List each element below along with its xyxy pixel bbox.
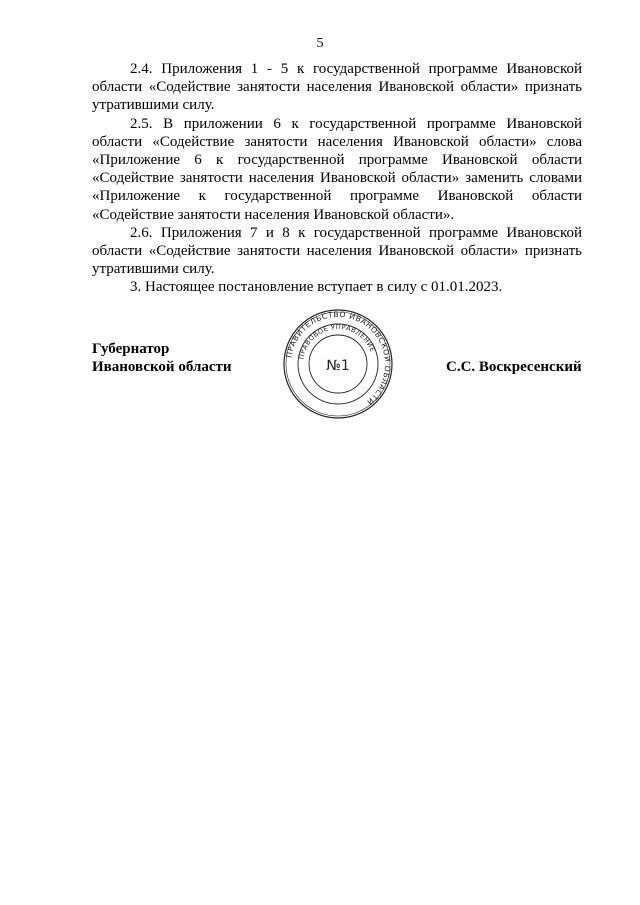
stamp-inner-text: ПРАВОВОЕ УПРАВЛЕНИЕ [297, 322, 377, 361]
signer-position-line2: Ивановской области [92, 359, 232, 375]
signer-position-line1: Губернатор [92, 341, 170, 357]
paragraph-2-4: 2.4. Приложения 1 - 5 к государственной программе Ивановской области «Содействие занятости населения Ивановской области» признать утратившими силу. [92, 61, 582, 114]
signature-block [0, 309, 640, 430]
page-number: 5 [316, 36, 324, 51]
stamp-outer-text: ПРАВИТЕЛЬСТВО ИВАНОВСКОЙ ОБЛАСТИ [284, 309, 393, 407]
signer-name: С.С. Воскресенский [446, 359, 582, 375]
signer-position [92, 340, 232, 376]
paragraph-2-5: 2.5. В приложении 6 к государственной программе Ивановской области «Содействие занятости населения Ивановской области» слова «Приложение 6 к государственной программе Ивановской области «Содействие занятости населения Ивановской области» заменить словами «Приложение к государственной программе Ивановской области «Содействие занятости населения Ивановской области». [92, 115, 582, 223]
paragraph-2-6: 2.6. Приложения 7 и 8 к государственной программе Ивановской области «Содействие занятости населения Ивановской области» признать утратившими силу. [92, 224, 582, 278]
official-stamp [282, 308, 394, 420]
stamp-center-text: №1 [326, 358, 350, 374]
document-body [92, 60, 582, 297]
paragraph-3: 3. Настоящее постановление вступает в силу с 01.01.2023. [130, 279, 503, 296]
